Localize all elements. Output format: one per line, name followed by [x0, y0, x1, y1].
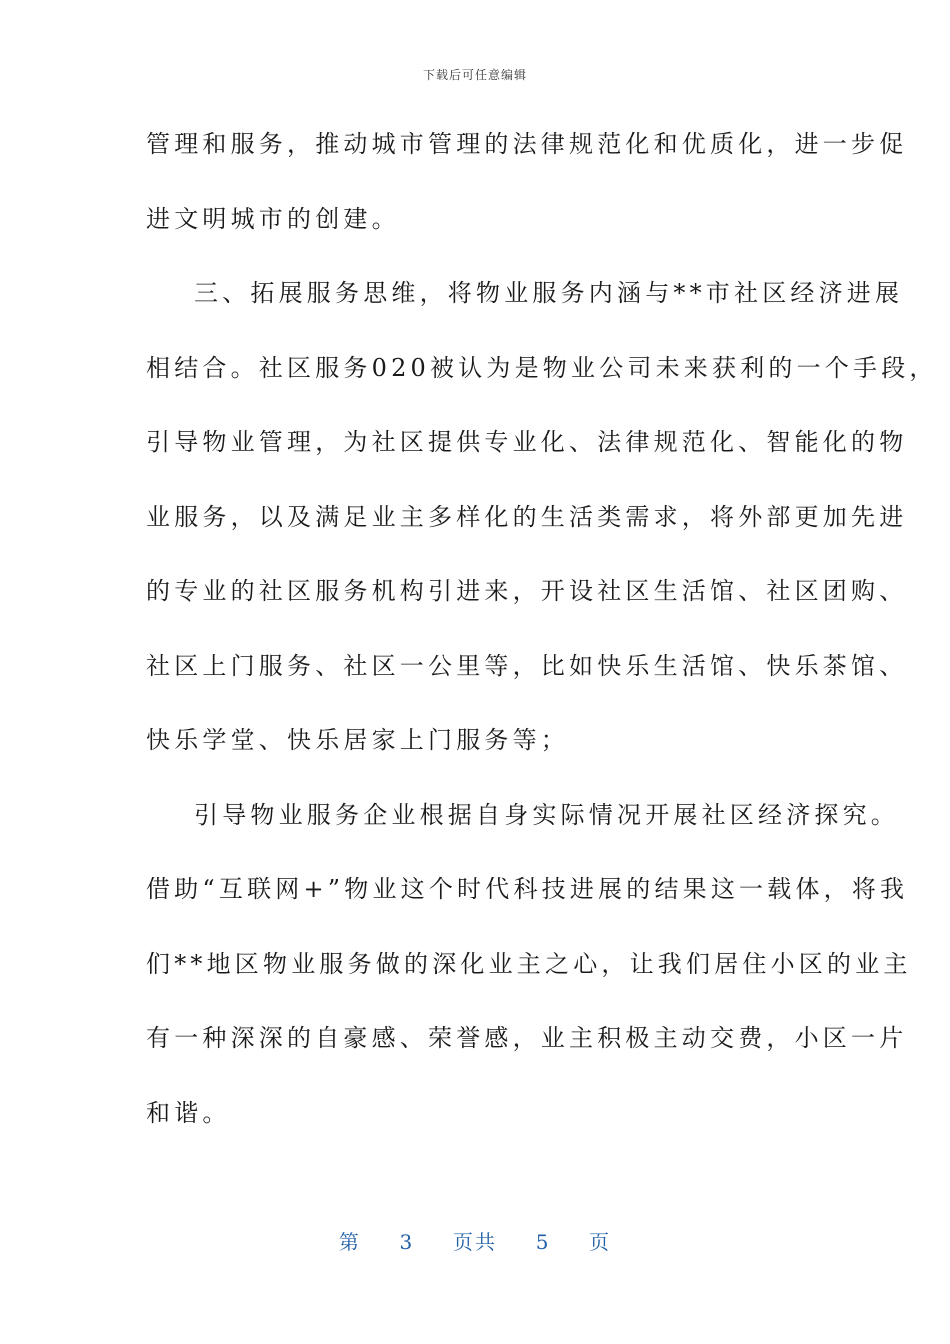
footer-prefix: 第	[338, 1230, 361, 1254]
footer-middle: 页共	[453, 1230, 497, 1254]
paragraph-start-line: 引导物业服务企业根据自身实际情况开展社区经济探究。	[194, 800, 899, 829]
total-pages-number: 5	[535, 1230, 551, 1254]
page-header: 下载后可任意编辑	[422, 68, 527, 82]
body-line: 和谐。	[146, 1098, 231, 1127]
current-page-number: 3	[399, 1230, 415, 1254]
body-line: 相结合。社区服务020被认为是物业公司未来获利的一个手段，	[146, 353, 938, 382]
body-line: 借助“互联网+”物业这个时代科技进展的结果这一载体，将我	[146, 875, 909, 903]
body-line: 的专业的社区服务机构引进来，开设社区生活馆、社区团购、	[146, 577, 908, 605]
paragraph-start-line: 三、拓展服务思维，将物业服务内涵与**市社区经济进展	[194, 279, 904, 307]
body-line: 有一种深深的自豪感、荣誉感，业主积极主动交费，小区一片	[146, 1024, 908, 1052]
body-line: 快乐学堂、快乐居家上门服务等；	[146, 726, 569, 754]
footer-suffix: 页	[589, 1230, 612, 1254]
body-line: 进文明城市的创建。	[146, 204, 400, 233]
page-footer	[0, 1226, 950, 1255]
body-line: 社区上门服务、社区一公里等，比如快乐生活馆、快乐茶馆、	[146, 651, 908, 680]
body-line: 业服务，以及满足业主多样化的生活类需求，将外部更加先进	[146, 502, 908, 531]
body-line: 们**地区物业服务做的深化业主之心，让我们居住小区的业主	[146, 949, 912, 978]
document-body	[146, 118, 938, 1161]
body-line: 引导物业管理，为社区提供专业化、法律规范化、智能化的物	[146, 428, 908, 456]
body-line: 管理和服务，推动城市管理的法律规范化和优质化，进一步促	[146, 130, 908, 158]
